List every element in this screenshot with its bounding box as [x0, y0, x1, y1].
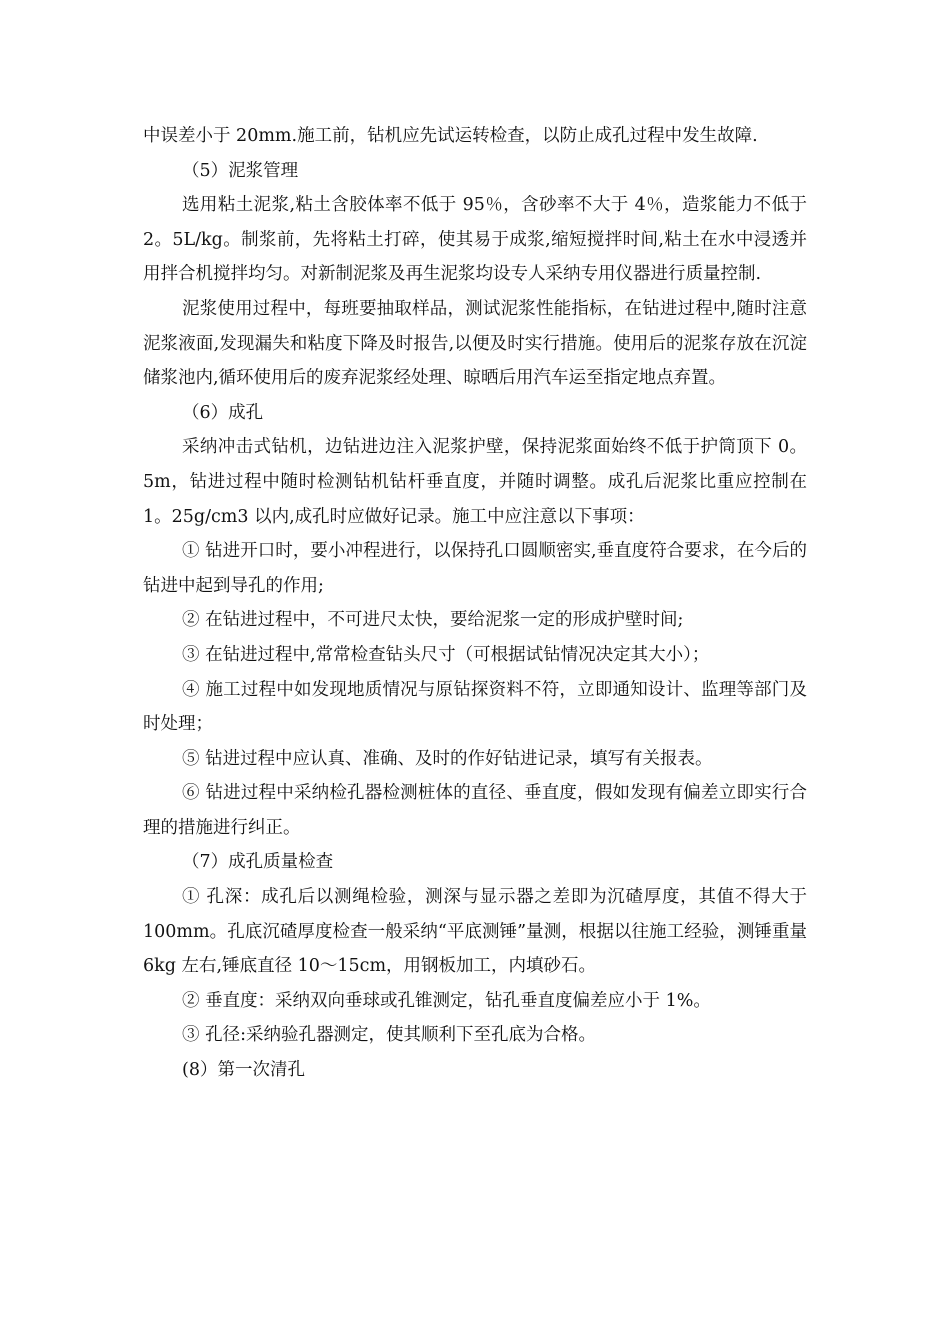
- list-item-6: ⑥ 钻进过程中采纳检孔器检测桩体的直径、垂直度，假如发现有偏差立即实行合理的措施进行纠正。: [143, 783, 807, 838]
- list-item-1: ① 钻进开口时，要小冲程进行，以保持孔口圆顺密实,垂直度符合要求，在今后的钻进中起到导孔的作用;: [143, 541, 807, 596]
- section-heading-6: （6）成孔: [182, 402, 264, 423]
- check-item-diameter: ③ 孔径:采纳验孔器测定，使其顺利下至孔底为合格。: [182, 1025, 596, 1046]
- section-heading-7: （7）成孔质量检查: [182, 852, 334, 873]
- list-item-5: ⑤ 钻进过程中应认真、准确、及时的作好钻进记录，填写有关报表。: [182, 748, 713, 769]
- section-heading-8: (8）第一次清孔: [182, 1060, 305, 1081]
- list-item-2: ② 在钻进过程中，不可进尺太快，要给泥浆一定的形成护壁时间;: [182, 610, 684, 631]
- paragraph-continuation: 中误差小于 20mm.施工前，钻机应先试运转检查，以防止成孔过程中发生故障.: [143, 126, 758, 146]
- check-item-verticality: ② 垂直度：采纳双向垂球或孔锥测定，钻孔垂直度偏差应小于 1%。: [182, 990, 711, 1011]
- list-item-4: ④ 施工过程中如发现地质情况与原钻探资料不符，立即通知设计、监理等部门及时处理；: [143, 679, 807, 735]
- document-page: [143, 119, 807, 1088]
- paragraph-mud-spec: 选用粘土泥浆,粘土含胶体率不低于 95％，含砂率不大于 4％，造浆能力不低于 2。5L/kg。制浆前，先将粘土打碎，使其易于成浆,缩短搅拌时间,粘土在水中浸透并用拌合机搅拌均匀。对新制泥浆及再生泥浆均设专人采纳专用仪器进行质量控制.: [143, 195, 807, 285]
- paragraph-mud-usage: 泥浆使用过程中，每班要抽取样品，测试泥浆性能指标，在钻进过程中,随时注意泥浆液面,发现漏失和粘度下降及时报告,以便及时实行措施。使用后的泥浆存放在沉淀储浆池内,循环使用后的废弃泥浆经处理、晾晒后用汽车运至指定地点弃置。: [143, 298, 807, 389]
- section-heading-5: （5）泥浆管理: [182, 160, 299, 181]
- check-item-depth: ① 孔深：成孔后以测绳检验，测深与显示器之差即为沉碴厚度，其值不得大于 100mm。孔底沉碴厚度检查一般采纳“平底测锤”量测，根据以往施工经验，测锤重量 6kg 左右,锤底直径 10～15cm，用钢板加工，内填砂石。: [143, 887, 807, 977]
- list-item-3: ③ 在钻进过程中,常常检查钻头尺寸（可根据试钻情况决定其大小）；: [182, 644, 710, 665]
- paragraph-drilling: 采纳冲击式钻机，边钻进边注入泥浆护壁，保持泥浆面始终不低于护筒顶下 0。5m，钻进过程中随时检测钻机钻杆垂直度，并随时调整。成孔后泥浆比重应控制在 1。25g/cm3 以内,成孔时应做好记录。施工中应注意以下事项：: [143, 437, 807, 527]
